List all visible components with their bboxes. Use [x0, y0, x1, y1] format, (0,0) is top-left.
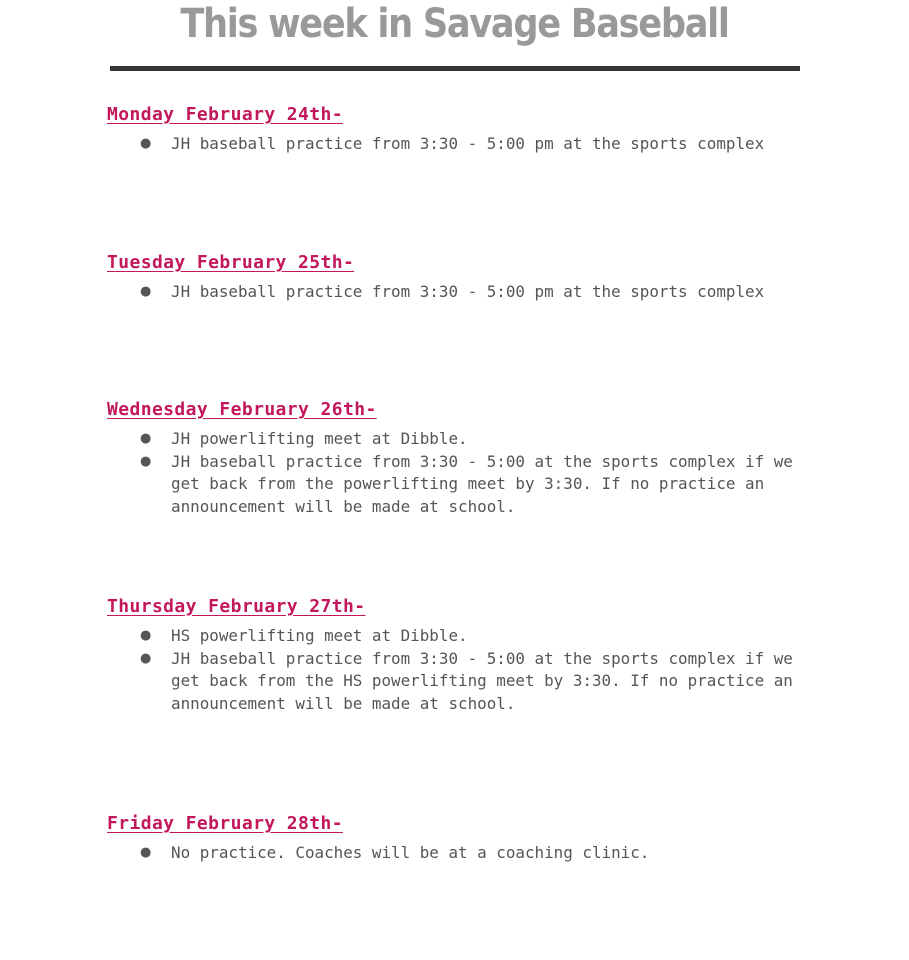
day-section-monday — [107, 103, 807, 156]
bullet-icon: ● — [140, 284, 152, 299]
list-item-text: No practice. Coaches will be at a coaching clinic. — [171, 843, 650, 862]
list-item-text: JH baseball practice from 3:30 - 5:00 pm at the sports complex — [171, 134, 765, 153]
list-item — [107, 428, 807, 451]
page-title: This week in Savage Baseball — [180, 1, 729, 47]
list-item — [107, 451, 807, 519]
list-item-text: JH baseball practice from 3:30 - 5:00 at the sports complex if we get back from the HS powerlifting meet by 3:30. If no practice an announcement will be made at school. — [171, 648, 793, 713]
day-section-friday — [107, 812, 807, 865]
list-item — [107, 133, 807, 156]
day-heading: Thursday February 27th- — [107, 596, 366, 617]
list-item-text: JH powerlifting meet at Dibble. — [171, 429, 468, 448]
bullet-icon: ● — [140, 650, 152, 666]
bullet-icon: ● — [140, 431, 152, 446]
day-heading: Monday February 24th- — [107, 104, 343, 125]
day-section-tuesday — [107, 251, 807, 304]
day-item-list — [107, 281, 807, 304]
bullet-icon: ● — [140, 136, 152, 151]
bullet-icon: ● — [140, 845, 152, 860]
day-heading: Friday February 28th- — [107, 813, 343, 834]
day-section-wednesday — [107, 398, 807, 518]
list-item — [107, 625, 807, 648]
list-item-text: HS powerlifting meet at Dibble. — [171, 626, 468, 645]
list-item — [107, 648, 807, 716]
bullet-icon: ● — [140, 453, 152, 469]
day-heading: Tuesday February 25th- — [107, 252, 355, 273]
bullet-icon: ● — [140, 628, 152, 643]
day-item-list — [107, 428, 807, 518]
day-item-list — [107, 625, 807, 715]
list-item-text: JH baseball practice from 3:30 - 5:00 pm at the sports complex — [171, 282, 765, 301]
list-item — [107, 842, 807, 865]
day-heading: Wednesday February 26th- — [107, 399, 377, 420]
list-item-text: JH baseball practice from 3:30 - 5:00 at the sports complex if we get back from the powerlifting meet by 3:30. If no practice an announcement will be made at school. — [171, 451, 793, 516]
day-item-list — [107, 842, 807, 865]
list-item — [107, 281, 807, 304]
title-divider — [110, 66, 800, 71]
day-item-list — [107, 133, 807, 156]
day-section-thursday — [107, 595, 807, 715]
